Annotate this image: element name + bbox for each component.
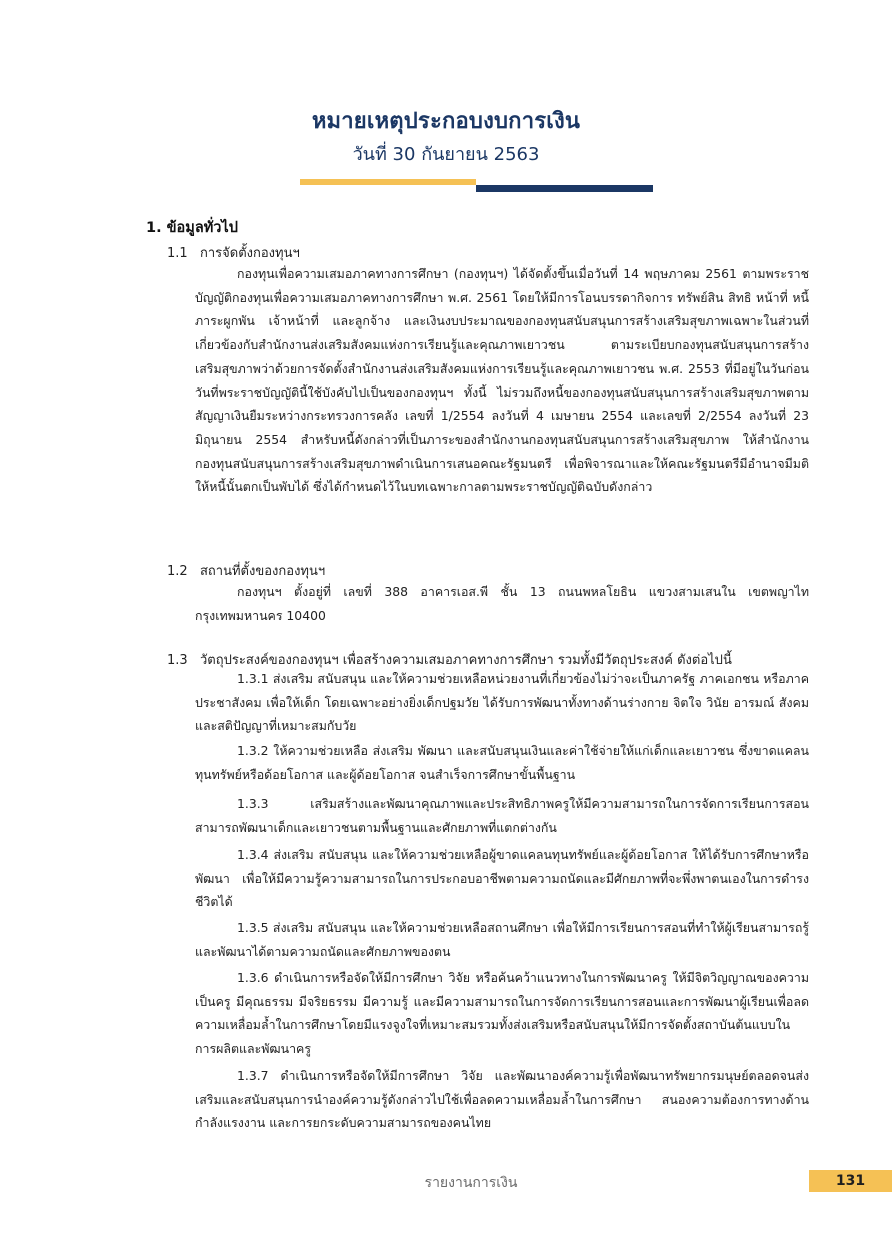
subsection-number: 1.2 bbox=[167, 564, 188, 579]
list-item-objective-1-3-1: 1.3.1 ส่งเสริม สนับสนุน และให้ความช่วยเหลือหน่วยงานที่เกี่ยวข้องไม่ว่าจะเป็นภาครัฐ ภาคเอกชน หรือภาคประชาสังคม เพื่อให้เด็ก โดยเฉพาะอย่างยิ่งเด็กปฐมวัย ได้รับการพัฒนาทั้งทางด้านร่างกาย จิตใจ วินัย อารมณ์ สังคม และสติปัญญาที่เหมาะสมกับวัย bbox=[195, 671, 809, 734]
list-item-objective-1-3-5: 1.3.5 ส่งเสริม สนับสนุน และให้ความช่วยเหลือสถานศึกษา เพื่อให้มีการเรียนการสอนที่ทำให้ผู้เรียนสามารถรู้และพัฒนาได้ตามความถนัดและศักยภาพของตน bbox=[195, 920, 809, 959]
section-heading-general-info: 1. ข้อมูลทั่วไป bbox=[146, 220, 238, 236]
decorative-bar-yellow bbox=[300, 179, 476, 185]
decorative-bar-navy bbox=[476, 185, 653, 192]
subsection-number: 1.3 bbox=[167, 653, 188, 668]
list-item-objective-1-3-3: 1.3.3 เสริมสร้างและพัฒนาคุณภาพและประสิทธิภาพครูให้มีความสามารถในการจัดการเรียนการสอน สามารถพัฒนาเด็กและเยาวชนตามพื้นฐานและศักยภาพที่แตกต่างกัน bbox=[195, 796, 809, 835]
list-item-objective-1-3-6: 1.3.6 ดำเนินการหรือจัดให้มีการศึกษา วิจัย หรือค้นคว้าแนวทางในการพัฒนาครู ให้มีจิตวิญญาณของความเป็นครู มีคุณธรรม มีจริยธรรม มีความรู้ และมีความสามารถในการจัดการเรียนการสอนและการพัฒนาผู้เรียนเพื่อลดความเหลื่อมล้ำในการศึกษาโดยมีแรงจูงใจที่เหมาะสมรวมทั้งส่งเสริมหรือสนับสนุนให้มีการจัดตั้งสถาบันต้นแบบในการผลิตและพัฒนาครู bbox=[195, 970, 809, 1057]
subsection-title: การจัดตั้งกองทุนฯ bbox=[200, 246, 300, 261]
list-item-objective-1-3-2: 1.3.2 ให้ความช่วยเหลือ ส่งเสริม พัฒนา และสนับสนุนเงินและค่าใช้จ่ายให้แก่เด็กและเยาวชน ซึ่งขาดแคลนทุนทรัพย์หรือด้อยโอกาส และผู้ด้อยโอกาส จนสำเร็จการศึกษาขั้นพื้นฐาน bbox=[195, 743, 809, 782]
paragraph-establishment: กองทุนเพื่อความเสมอภาคทางการศึกษา (กองทุนฯ) ได้จัดตั้งขึ้นเมื่อวันที่ 14 พฤษภาคม 2561 ตามพระราชบัญญัติกองทุนเพื่อความเสมอภาคทางการศึกษา พ.ศ. 2561 โดยให้มีการโอนบรรดากิจการ ทรัพย์สิน สิทธิ หน้าที่ หนี้ ภาระผูกพัน เจ้าหน้าที่ และลูกจ้าง และเงินงบประมาณของกองทุนสนับสนุนการสร้างเสริมสุขภาพเฉพาะในส่วนที่เกี่ยวข้องกับสำนักงานส่งเสริมสังคมแห่งการเรียนรู้และคุณภาพเยาวชน ตามระเบียบกองทุนสนับสนุนการสร้างเสริมสุขภาพว่าด้วยการจัดตั้งสำนักงานส่งเสริมสังคมแห่งการเรียนรู้และคุณภาพเยาวชน พ.ศ. 2553 ที่มีอยู่ในวันก่อนวันที่พระราชบัญญัตินี้ใช้บังคับไปเป็นของกองทุนฯ ทั้งนี้ ไม่รวมถึงหนี้ของกองทุนสนับสนุนการสร้างเสริมสุขภาพตามสัญญาเงินยืมระหว่างกระทรวงการคลัง เลขที่ 1/2554 ลงวันที่ 4 เมษายน 2554 และเลขที่ 2/2554 ลงวันที่ 23 มิถุนายน 2554 สำหรับหนี้ดังกล่าวที่เป็นภาระของสำนักงานกองทุนสนับสนุนการสร้างเสริมสุขภาพ ให้สำนักงานกองทุนสนับสนุนการสร้างเสริมสุขภาพดำเนินการเสนอคณะรัฐมนตรี เพื่อพิจารณาและให้คณะรัฐมนตรีมีอำนาจมีมติให้หนี้นั้นตกเป็นพับได้ ซึ่งได้กำหนดไว้ในบทเฉพาะกาลตามพระราชบัญญัติฉบับดังกล่าว bbox=[195, 266, 809, 495]
page-title: หมายเหตุประกอบงบการเงิน bbox=[311, 109, 581, 134]
list-item-objective-1-3-7: 1.3.7 ดำเนินการหรือจัดให้มีการศึกษา วิจัย และพัฒนาองค์ความรู้เพื่อพัฒนาทรัพยากรมนุษย์ตลอดจนส่งเสริมและสนับสนุนการนำองค์ความรู้ดังกล่าวไปใช้เพื่อลดความเหลื่อมล้ำในการศึกษา สนองความต้องการทางด้านกำลังแรงงาน และการยกระดับความสามารถของคนไทย bbox=[195, 1068, 809, 1131]
subsection-heading-1-1 bbox=[167, 242, 300, 263]
page-subtitle-date: วันที่ 30 กันยายน 2563 bbox=[352, 144, 540, 165]
subsection-title: สถานที่ตั้งของกองทุนฯ bbox=[200, 564, 326, 579]
subsection-heading-1-2 bbox=[167, 560, 325, 581]
page-number-badge: 131 bbox=[809, 1170, 892, 1192]
subsection-number: 1.1 bbox=[167, 246, 188, 261]
list-item-objective-1-3-4: 1.3.4 ส่งเสริม สนับสนุน และให้ความช่วยเหลือผู้ขาดแคลนทุนทรัพย์และผู้ด้อยโอกาส ให้ได้รับการศึกษาหรือพัฒนา เพื่อให้มีความรู้ความสามารถในการประกอบอาชีพตามความถนัดและมีศักยภาพที่จะพึ่งพาตนเองในการดำรงชีวิตได้ bbox=[195, 847, 809, 910]
subsection-title: วัตถุประสงค์ของกองทุนฯ เพื่อสร้างความเสมอภาคทางการศึกษา รวมทั้งมีวัตถุประสงค์ ดังต่อไปนี้ bbox=[200, 653, 732, 668]
footer-report-label: รายงานการเงิน bbox=[424, 1175, 518, 1191]
paragraph-location: กองทุนฯ ตั้งอยู่ที่ เลขที่ 388 อาคารเอส.พี ชั้น 13 ถนนพหลโยธิน แขวงสามเสนใน เขตพญาไท กรุงเทพมหานคร 10400 bbox=[195, 584, 809, 623]
